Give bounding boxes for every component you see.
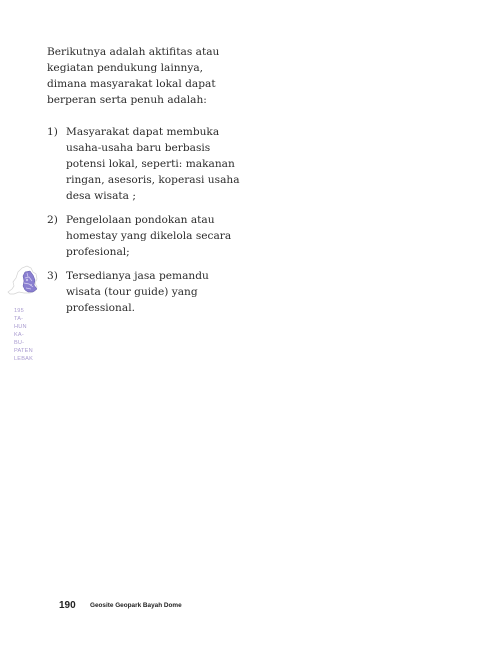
sidebar-line: KA- — [14, 332, 24, 338]
sidebar-line: TA- — [14, 316, 24, 322]
list-item — [47, 268, 209, 316]
page-number: 190 — [59, 600, 76, 611]
list-item-number: 1) — [47, 126, 58, 138]
list-item-text: Pengelolaan pondokan atau homestay yang dikelola secara profesional; — [66, 214, 232, 258]
anniversary-vertical-text — [14, 307, 40, 363]
list-item-number: 3) — [47, 270, 58, 282]
book-title: Geosite Geopark Bayah Dome — [90, 602, 182, 609]
sidebar-line: PATEN — [14, 348, 33, 354]
lebak-regency-map-icon — [6, 262, 44, 300]
list-item-number: 2) — [47, 214, 58, 226]
list-item — [47, 212, 231, 260]
list-item-text: Masyarakat dapat membuka usaha-usaha baru berbasis potensi lokal, seperti: makanan ringan, asesoris, koperasi usaha desa wisata ; — [66, 126, 240, 202]
sidebar-line: BU- — [14, 340, 25, 346]
intro-paragraph: Berikutnya adalah aktifitas atau kegiatan pendukung lainnya, dimana masyarakat lokal dapat berperan serta penuh adalah: — [47, 46, 220, 106]
list-item-text: Tersedianya jasa pemandu wisata (tour guide) yang professional. — [66, 270, 209, 314]
sidebar-line: 195 — [14, 308, 24, 314]
sidebar-line: LEBAK — [14, 356, 34, 362]
sidebar-line: HUN — [14, 324, 27, 330]
list-item — [47, 124, 240, 204]
